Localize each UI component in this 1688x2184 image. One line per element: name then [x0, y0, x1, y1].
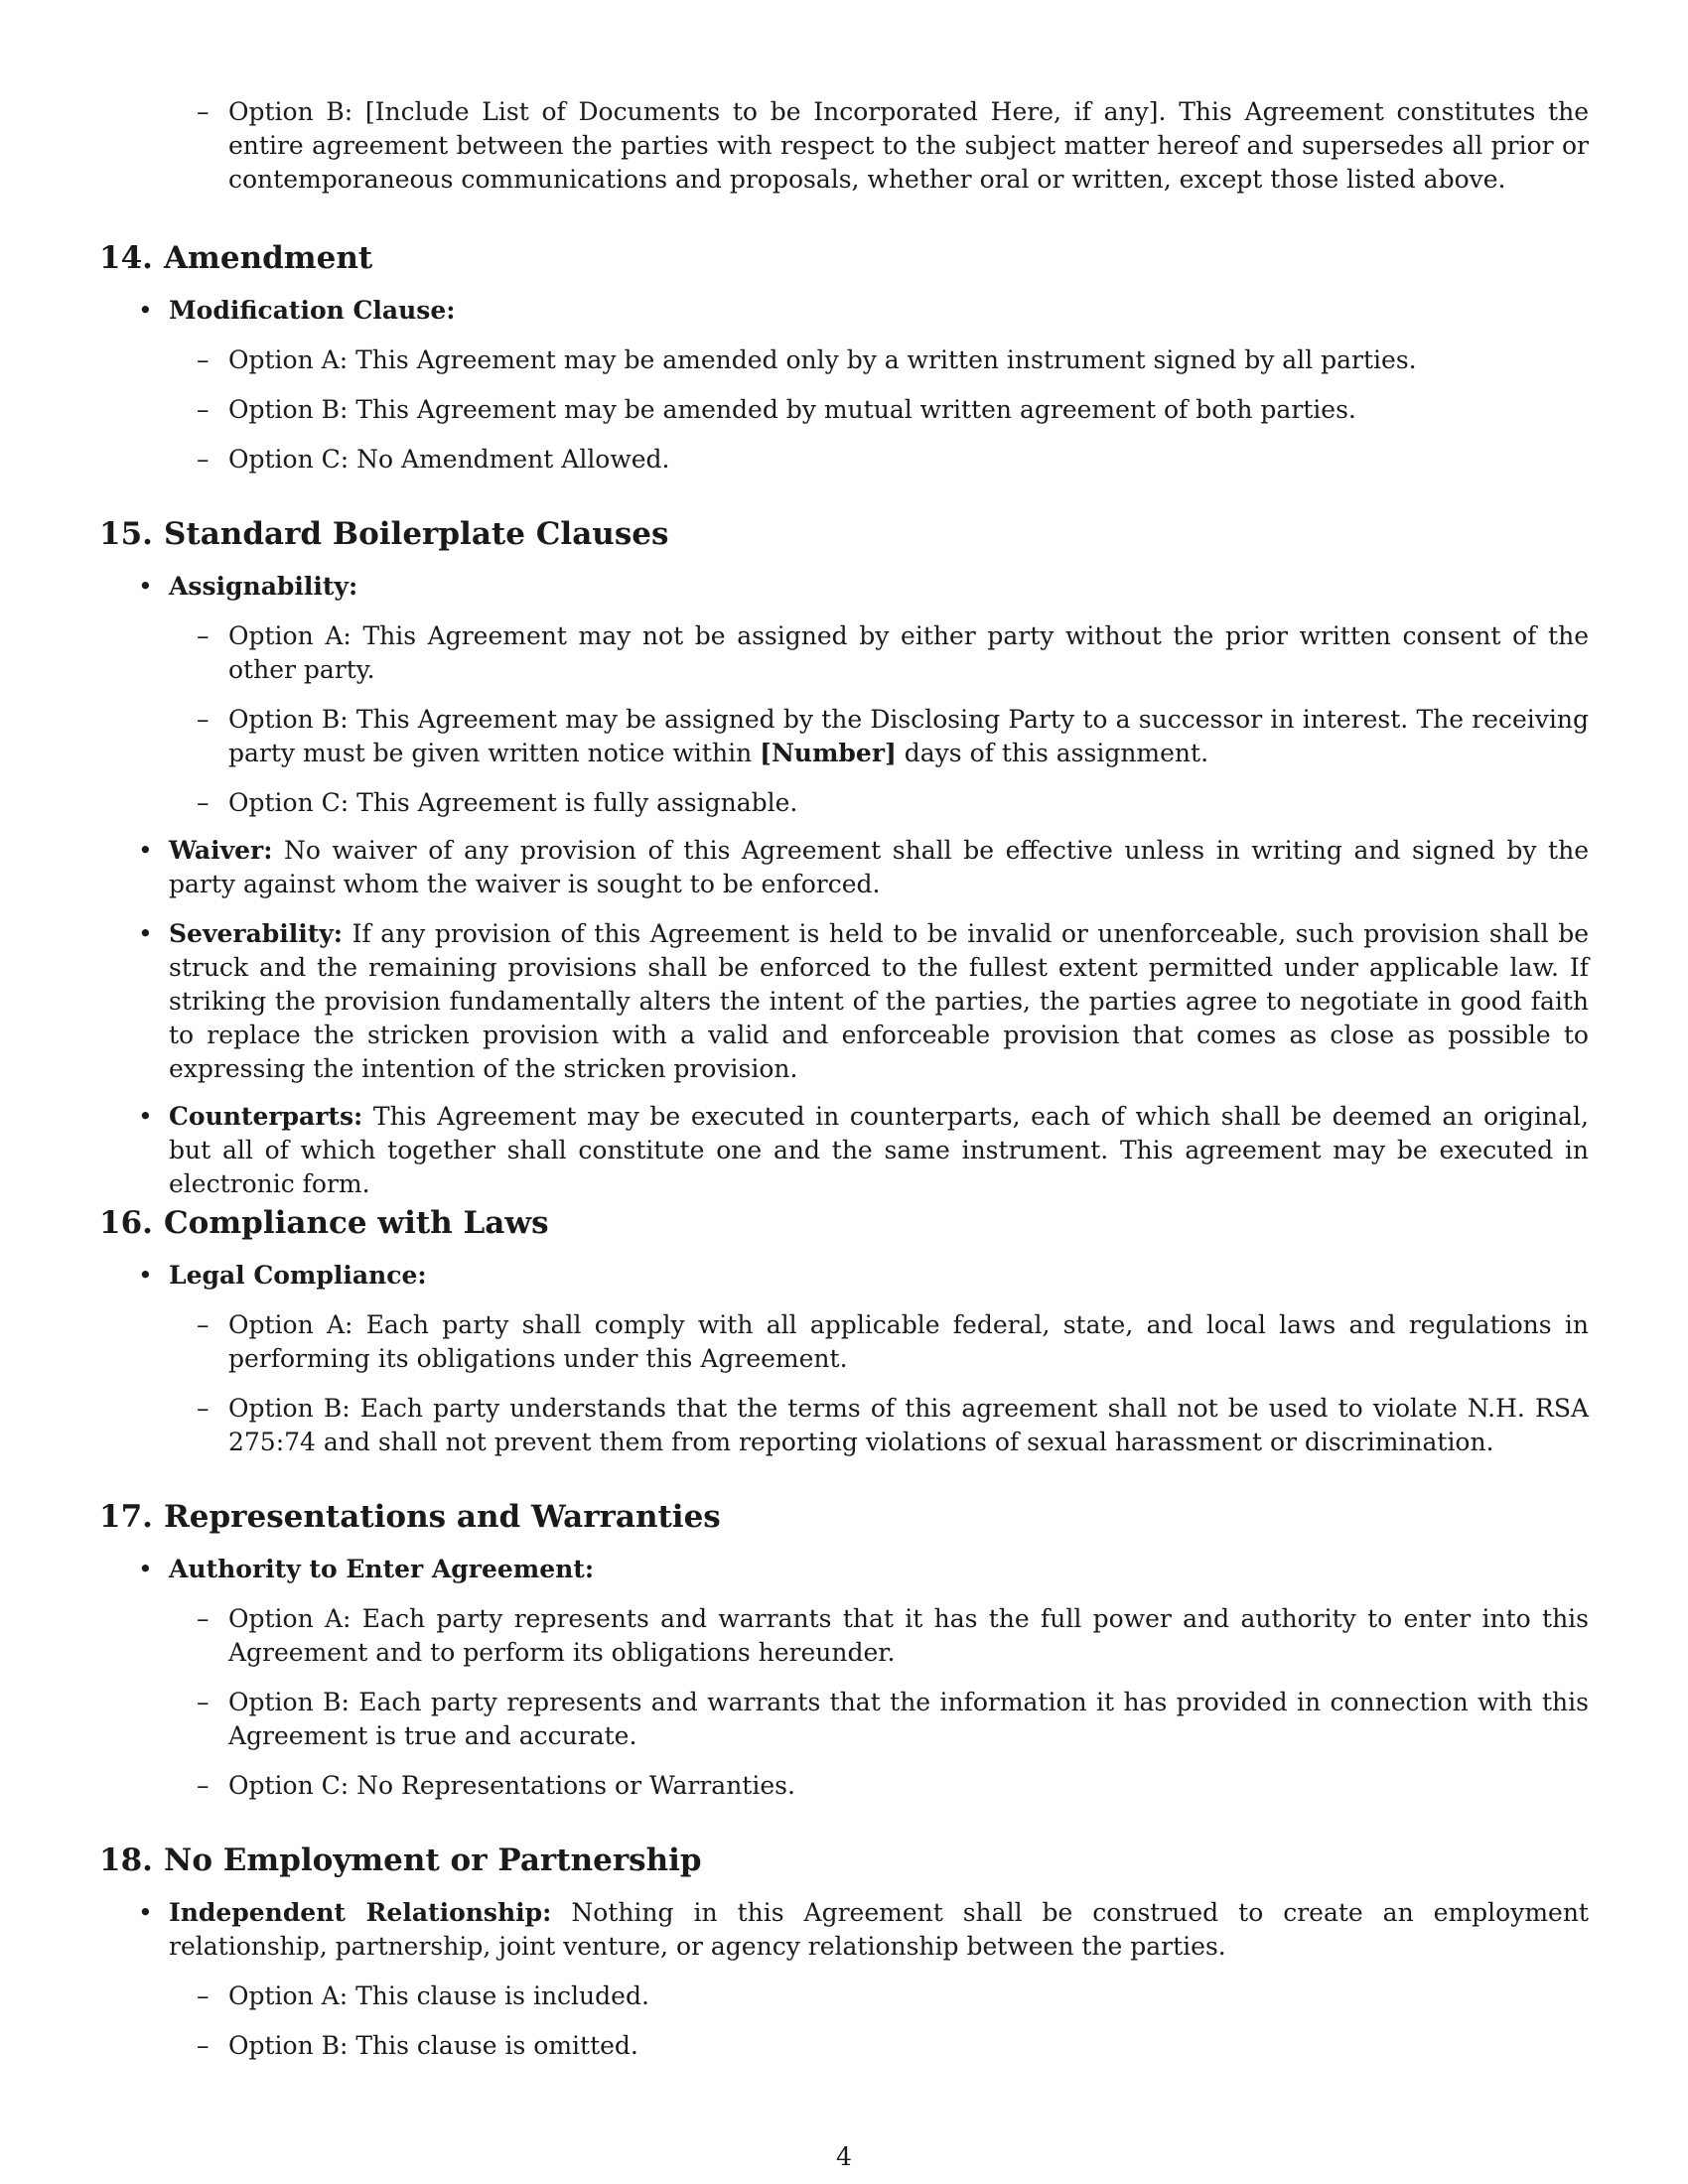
section-18-option-b	[0, 2029, 1688, 2063]
bullet-text: If any provision of this Agreement is held to be invalid or unenforceable, such provision shall be struck and the remaining provisions shall be enforced to the fullest extent permitted under applicable law. If striking the provision fundamentally alters the intent of the parties, the parties agree to negotiate in good faith to replace the stricken provision with a valid and enforceable provision that comes as close as possible to expressing the intention of the stricken provision.	[169, 919, 1589, 1083]
bullet-marker: •	[138, 1261, 153, 1290]
option-text: Option B: This Agreement may be amended by mutual written agreement of both parties.	[228, 395, 1356, 424]
intro-continuation	[0, 95, 1688, 212]
page-number: 4	[836, 2142, 852, 2171]
section-title: Representations and Warranties	[164, 1499, 721, 1535]
section-17-option-b	[0, 1686, 1688, 1753]
bullet-label: Assignability:	[169, 572, 358, 601]
option-text: Option C: No Amendment Allowed.	[228, 445, 670, 474]
bullet-text: No waiver of any provision of this Agreement shall be effective unless in writing and signed by the party against whom the waiver is sought to be enforced.	[169, 836, 1589, 898]
section-number: 18.	[99, 1843, 153, 1878]
option-text: Option A: This Agreement may be amended only by a written instrument signed by all parties.	[228, 345, 1417, 374]
option-text: Option A: Each party represents and warrants that it has the full power and authority to enter into this Agreement and to perform its obligations hereunder.	[228, 1604, 1589, 1667]
section-14-option-a	[0, 343, 1688, 377]
option-text: Option A: Each party shall comply with all applicable federal, state, and local laws and regulations in performing its obligations under this Agreement.	[228, 1310, 1589, 1373]
dash-marker: –	[197, 395, 210, 424]
dash-marker: –	[197, 788, 210, 817]
dash-marker: –	[197, 621, 210, 650]
bullet-independent-relationship	[0, 1896, 1688, 1964]
bullet-marker: •	[138, 1555, 153, 1583]
dash-marker: –	[197, 1981, 210, 2010]
bullet-authority	[0, 1553, 1688, 1586]
dash-marker: –	[197, 445, 210, 474]
section-number: 17.	[99, 1499, 153, 1535]
bullet-marker: •	[138, 1898, 153, 1927]
section-16-option-a	[0, 1308, 1688, 1376]
section-15-heading	[99, 514, 668, 554]
dash-marker: –	[197, 2031, 210, 2060]
bullet-counterparts	[0, 1100, 1688, 1201]
dash-marker: –	[197, 705, 210, 734]
section-15-option-a	[0, 619, 1688, 687]
bullet-text: Nothing in this Agreement shall be construed to create an employment relationship, partnership, joint venture, or agency relationship between the parties.	[169, 1898, 1589, 1961]
section-title: No Employment or Partnership	[164, 1843, 702, 1878]
intro-option-b	[0, 95, 1688, 197]
section-15-assign-options	[0, 619, 1688, 836]
bullet-label: Severability:	[169, 919, 344, 948]
dash-marker: –	[197, 1688, 210, 1716]
section-17-options	[0, 1602, 1688, 1819]
option-text: Option C: This Agreement is fully assignable.	[228, 788, 798, 817]
bullet-legal-compliance	[0, 1259, 1688, 1293]
bullet-assignability	[0, 570, 1688, 604]
bullet-marker: •	[138, 1102, 153, 1131]
bullet-text: This Agreement may be executed in counterparts, each of which shall be deemed an original, but all of which together shall constitute one and the same instrument. This agreement may be executed in electronic form.	[169, 1102, 1589, 1198]
section-15-option-b	[0, 703, 1688, 770]
bullet-label: Modification Clause:	[169, 296, 456, 325]
section-16-option-b	[0, 1392, 1688, 1459]
bullet-waiver	[0, 834, 1688, 901]
section-18-heading	[99, 1841, 702, 1880]
section-18-option-a	[0, 1979, 1688, 2013]
dash-marker: –	[197, 1310, 210, 1339]
option-text-tail: days of this assignment.	[896, 739, 1209, 767]
bullet-label: Independent Relationship:	[169, 1898, 552, 1927]
dash-marker: –	[197, 345, 210, 374]
section-number: 14.	[99, 240, 153, 276]
section-14-option-c	[0, 443, 1688, 477]
dash-marker: –	[197, 97, 210, 126]
section-title: Compliance with Laws	[164, 1205, 549, 1241]
option-text: Option B: Each party represents and warrants that the information it has provided in connection with this Agreement is true and accurate.	[228, 1688, 1589, 1750]
bullet-label: Legal Compliance:	[169, 1261, 427, 1290]
section-14-options	[0, 343, 1688, 492]
section-title: Amendment	[164, 240, 373, 276]
bullet-marker: •	[138, 572, 153, 601]
bullet-marker: •	[138, 919, 153, 948]
dash-marker: –	[197, 1394, 210, 1423]
section-14-option-b	[0, 393, 1688, 427]
section-title: Standard Boilerplate Clauses	[164, 516, 669, 552]
option-text: Option A: This Agreement may not be assigned by either party without the prior written consent of the other party.	[228, 621, 1589, 684]
bullet-marker: •	[138, 836, 153, 865]
section-15-option-c	[0, 786, 1688, 820]
bullet-severability	[0, 917, 1688, 1086]
dash-marker: –	[197, 1604, 210, 1633]
dash-marker: –	[197, 1771, 210, 1800]
bullet-label: Authority to Enter Agreement:	[169, 1555, 595, 1583]
section-17-option-a	[0, 1602, 1688, 1670]
section-14-heading	[99, 238, 372, 278]
option-text: Option B: This clause is omitted.	[228, 2031, 638, 2060]
section-17-heading	[99, 1497, 721, 1537]
section-17-option-c	[0, 1769, 1688, 1803]
option-text: Option C: No Representations or Warranties.	[228, 1771, 795, 1800]
bullet-label: Counterparts:	[169, 1102, 363, 1131]
option-text: Option B: [Include List of Documents to be Incorporated Here, if any]. This Agreement constitutes the entire agreement between the parties with respect to the subject matter hereof and supersedes all prior or contemporaneous communications and proposals, whether oral or written, except those listed above.	[228, 97, 1589, 194]
number-placeholder: [Number]	[760, 739, 897, 767]
bullet-modification-clause	[0, 294, 1688, 328]
option-text: Option B: This Agreement may be assigned by the Disclosing Party to a successor in interest. The receiving party must be given written notice within	[228, 705, 1589, 767]
section-18-options	[0, 1979, 1688, 2079]
bullet-marker: •	[138, 296, 153, 325]
section-16-options	[0, 1308, 1688, 1475]
section-number: 16.	[99, 1205, 153, 1241]
bullet-label: Waiver:	[169, 836, 273, 865]
section-number: 15.	[99, 516, 153, 552]
option-text: Option B: Each party understands that the terms of this agreement shall not be used to violate N.H. RSA 275:74 and shall not prevent them from reporting violations of sexual harassment or discrimination.	[228, 1394, 1589, 1456]
option-text: Option A: This clause is included.	[228, 1981, 649, 2010]
section-16-heading	[99, 1203, 549, 1243]
